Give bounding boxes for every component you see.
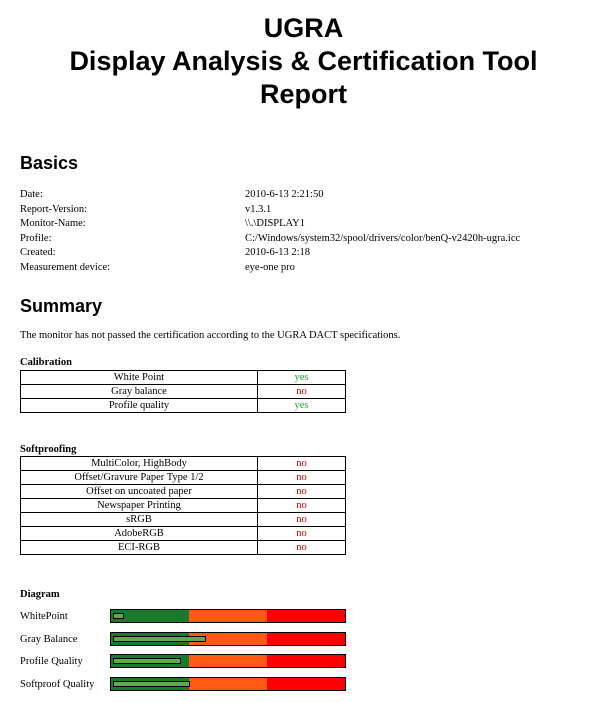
check-result: no — [258, 499, 346, 513]
diagram-label-whitepoint: WhitePoint — [20, 611, 68, 622]
basics-value: \\.\DISPLAY1 — [245, 218, 306, 230]
table-row — [21, 541, 346, 555]
softproofing-table — [20, 456, 346, 555]
check-name: MultiColor, HighBody — [21, 457, 258, 471]
table-row — [21, 527, 346, 541]
table-row — [21, 457, 346, 471]
check-name: Profile quality — [21, 399, 258, 413]
check-name: Gray balance — [21, 385, 258, 399]
table-row — [21, 513, 346, 527]
check-name: White Point — [21, 371, 258, 385]
diagram-heading: Diagram — [20, 589, 60, 600]
check-result: no — [258, 527, 346, 541]
basics-label: Monitor-Name: — [20, 218, 86, 230]
check-result: no — [258, 541, 346, 555]
whitepoint-bar — [110, 609, 346, 623]
table-row — [21, 471, 346, 485]
bar-zone-medium — [189, 678, 267, 690]
check-name: sRGB — [21, 513, 258, 527]
table-row — [21, 371, 346, 385]
basics-heading: Basics — [20, 153, 79, 173]
basics-value: eye-one pro — [245, 261, 295, 273]
softproof-quality-bar — [110, 677, 346, 691]
summary-heading: Summary — [20, 296, 103, 316]
calibration-heading: Calibration — [20, 357, 72, 368]
check-name: Newspaper Printing — [21, 499, 258, 513]
basics-label: Profile: — [20, 232, 52, 244]
softproof-quality-level-indicator — [113, 681, 190, 687]
check-result: no — [258, 485, 346, 499]
basics-label: Created: — [20, 247, 56, 259]
diagram-label-profile-quality: Profile Quality — [20, 656, 83, 667]
bar-zone-bad — [267, 678, 345, 690]
basics-value: C:/Windows/system32/spool/drivers/color/benQ-v2420h-ugra.icc — [245, 232, 521, 244]
title-line-report: Report — [260, 79, 347, 109]
basics-value: 2010-6-13 2:21:50 — [245, 189, 324, 200]
bar-zone-bad — [267, 610, 345, 622]
table-row — [21, 399, 346, 413]
table-row — [21, 385, 346, 399]
table-row — [21, 499, 346, 513]
bar-zone-medium — [189, 610, 267, 622]
check-name: AdobeRGB — [21, 527, 258, 541]
check-result: no — [258, 513, 346, 527]
profile-quality-level-indicator — [113, 658, 181, 664]
check-result: no — [258, 471, 346, 485]
basics-label: Report-Version: — [20, 203, 88, 215]
title-line-ugra: UGRA — [263, 13, 344, 43]
bar-zone-medium — [189, 655, 267, 667]
bar-zone-bad — [267, 633, 345, 645]
whitepoint-level-indicator — [113, 613, 124, 619]
diagram-label-gray-balance: Gray Balance — [20, 634, 78, 645]
check-name: Offset/Gravure Paper Type 1/2 — [21, 471, 258, 485]
calibration-table — [20, 370, 346, 413]
bar-zone-bad — [267, 655, 345, 667]
check-result: yes — [258, 371, 346, 385]
diagram-label-softproof-quality: Softproof Quality — [20, 679, 95, 690]
check-name: ECI-RGB — [21, 541, 258, 555]
table-row — [21, 485, 346, 499]
check-result: no — [258, 385, 346, 399]
gray-balance-bar — [110, 632, 346, 646]
check-result: no — [258, 457, 346, 471]
title-line-tool: Display Analysis & Certification Tool — [69, 46, 538, 76]
basics-label: Measurement device: — [20, 261, 111, 273]
report-title — [0, 12, 607, 111]
basics-value: 2010-6-13 2:18 — [245, 247, 311, 259]
summary-text: The monitor has not passed the certification according to the UGRA DACT specifications. — [20, 330, 401, 341]
profile-quality-bar — [110, 654, 346, 668]
softproofing-heading: Softproofing — [20, 444, 77, 455]
gray-balance-level-indicator — [113, 636, 206, 642]
check-name: Offset on uncoated paper — [21, 485, 258, 499]
basics-label: Date: — [20, 189, 43, 200]
basics-value: v1.3.1 — [245, 203, 272, 215]
check-result: yes — [258, 399, 346, 413]
